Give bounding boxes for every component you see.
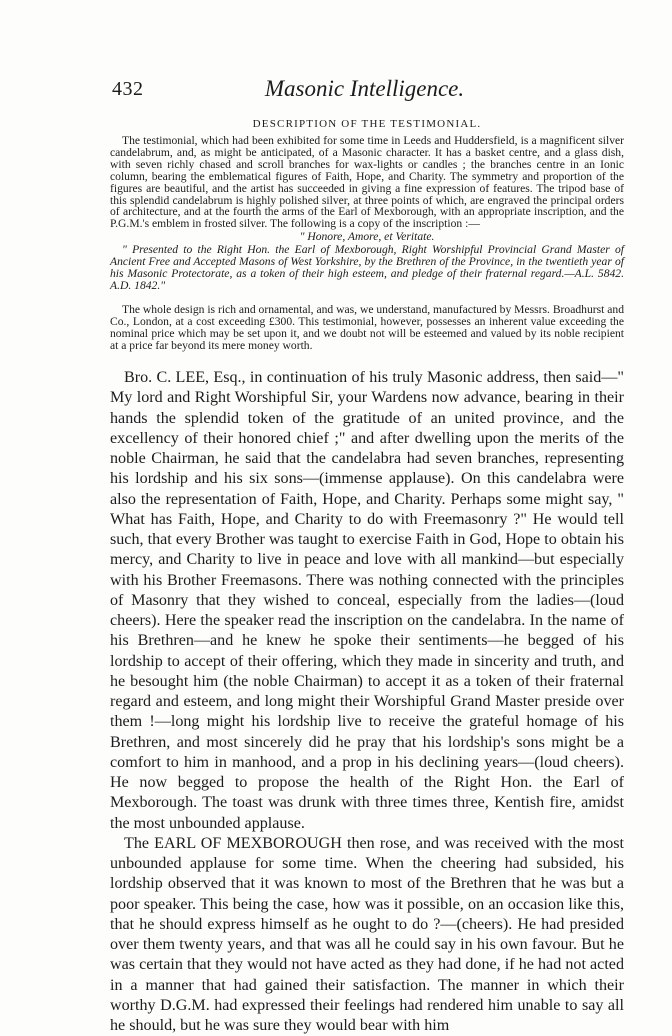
testimonial-description: The testimonial, which had been exhibited for some time in Leeds and Huddersfield, is a magnificent silver candelabrum, and, as might be anticipated, of a Masonic character. It has a basket centre, and a glass dish, with seven richly chased and scroll branches for wax-lights or candles ; the branches centre in an Ionic column, bearing the emblematical figures of Faith, Hope, and Charity. The symmetry and proportion of the figures are beautiful, and the artist has succeeded in giving a fine expression of features. The tripod base of this splendid candelabrum is highly polished silver, at three points of which, are engraved the principal orders of architecture, and at the fourth the arms of the Earl of Mexborough, with an appropriate inscription, and the P.G.M.'s emblem in frosted silver. The following is a copy of the inscription :— bbox=[110, 134, 624, 231]
page-number: 432 bbox=[112, 78, 144, 100]
design-note: The whole design is rich and ornamental, and was, we understand, manufactured by Messrs. Broadhurst and Co., London, at a cost exceeding £300. This testimonial, however, possesses an inherent value exceeding the nominal price which may be set upon it, and we doubt not will be esteemed and valued by its noble recipient at a price far beyond its mere money worth. bbox=[110, 303, 624, 352]
inscription-motto: " Honore, Amore, et Veritate. bbox=[299, 230, 435, 244]
design-note-block bbox=[110, 304, 624, 352]
page-header bbox=[112, 76, 617, 104]
address-paragraph: Bro. C. LEE, Esq., in continuation of his truly Masonic address, then said—" My lord and Right Worshipful Sir, your Wardens now advance, bearing in their hands the splendid token of the gratitude of an united province, and the excellency of their honored chief ;" and after dwelling upon the merits of the noble Chairman, he said that the candelabra had seven branches, representing his lordship and his six sons—(immense applause). On this candelabra were also the representation of Faith, Hope, and Charity. Perhaps some might say, " What has Faith, Hope, and Charity to do with Freemasonry ?" He would tell such, that every Brother was taught to exercise Faith in God, Hope to obtain his mercy, and Charity to live in peace and love with all mankind—but especially with his Brother Freemasons. There was nothing connected with the principles of Masonry that they wished to conceal, especially from the ladies—(loud cheers). Here the speaker read the inscription on the candelabra. In the name of his Brethren—and he knew he spoke their sentiments—he begged of his lordship to accept of their offering, which they made in sincerity and truth, and he besought him (the noble Chairman) to accept it as a token of their fraternal regard and esteem, and long might their Worshipful Grand Master preside over them !—long might his lordship live to receive the grateful homage of his Brethren, and most sincerely did he pray that his lordship's sons might be a comfort to him in manhood, and a prop in his declining years—(loud cheers). He now begged to propose the health of the Right Hon. the Earl of Mexborough. The toast was drunk with three times three, Kentish fire, amidst the most unbounded applause. bbox=[110, 369, 624, 832]
section-heading: DESCRIPTION OF THE TESTIMONIAL. bbox=[252, 118, 482, 130]
testimonial-description-block bbox=[110, 135, 624, 292]
reply-paragraph: The EARL OF MEXBOROUGH then rose, and was received with the most unbounded applause for some time. When the cheering had subsided, his lordship observed that it was known to most of the Brethren that he was but a poor speaker. This being the case, how was it possible, on an occasion like this, that he should express himself as he ought to do ?—(cheers). He had presided over them twenty years, and that was all he could say in his own favour. But he was certain that they would not have acted as they had done, if he had not acted in a manner that had gained their satisfaction. The manner in which their worthy D.G.M. had expressed their feelings had rendered him unable to say all he should, but he was sure they would bear with him bbox=[110, 834, 624, 1034]
article-body bbox=[110, 368, 624, 1036]
running-title: Masonic Intelligence. bbox=[264, 76, 465, 101]
inscription-text: " Presented to the Right Hon. the Earl of Mexborough, Right Worshipful Provincial Grand Master of Ancient Free and Accepted Masons of West Yorkshire, by the Brethren of the Province, in the twentieth year of his Masonic Protectorate, as a token of their high esteem, and pledge of their fraternal regard.—A.L. 5842. A.D. 1842." bbox=[110, 243, 624, 292]
